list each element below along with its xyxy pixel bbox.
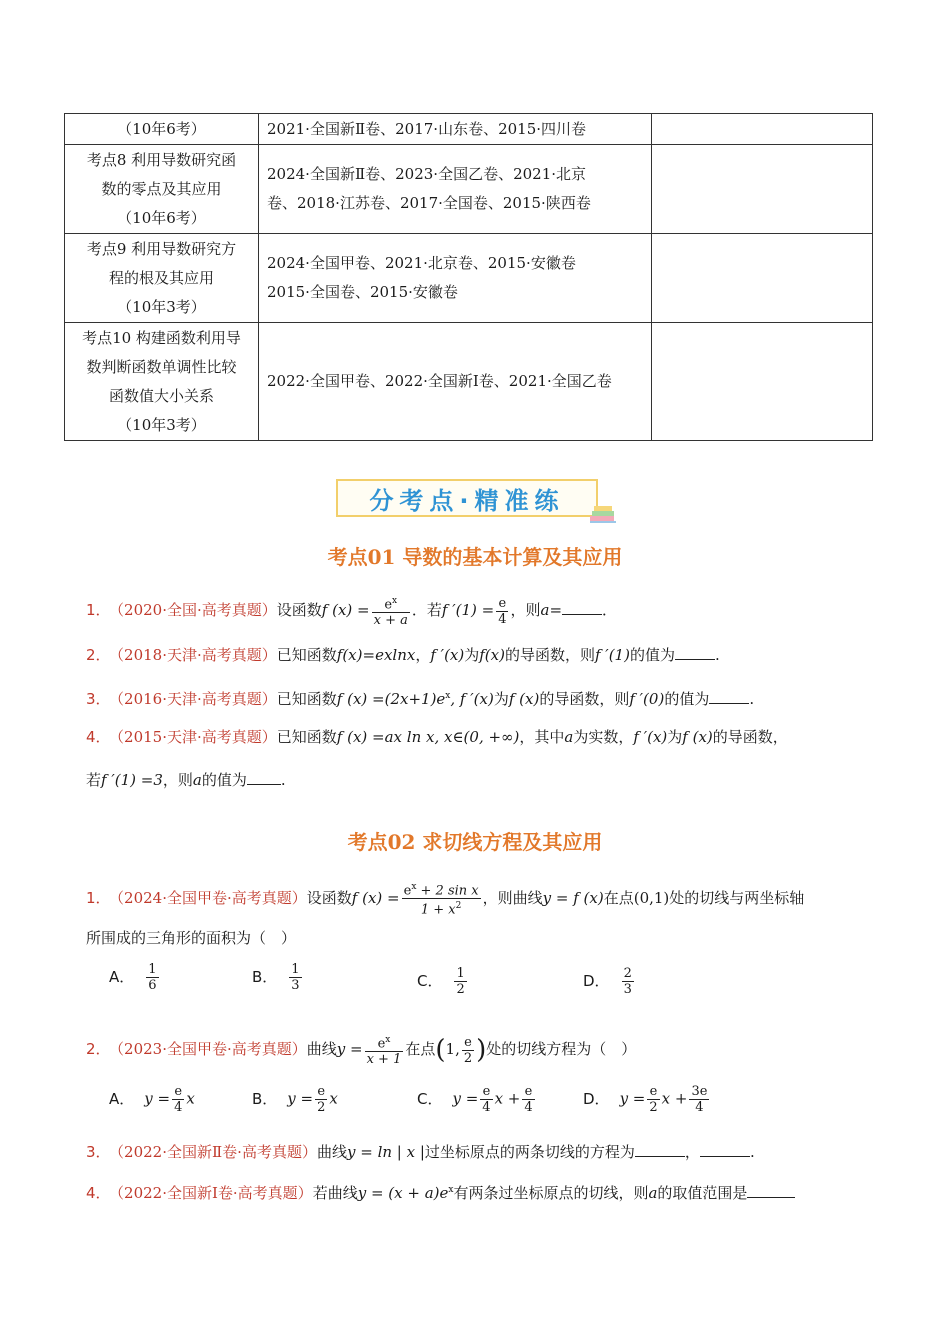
option-c[interactable] <box>417 1084 537 1115</box>
denominator: 2 <box>456 982 465 997</box>
math-expr: , f ′(x) <box>450 690 494 708</box>
question-text: ， <box>684 1143 700 1161</box>
denominator: 4 <box>524 1100 533 1115</box>
empty-cell <box>652 145 873 234</box>
numerator: 1 <box>291 962 300 977</box>
numerator: 1 <box>148 962 157 977</box>
option-label: D． <box>583 1089 610 1108</box>
question-text: 若曲线 <box>312 1184 358 1202</box>
numerator: e <box>647 1084 659 1100</box>
math-expr: f(x) <box>479 646 505 664</box>
denominator: 4 <box>482 1100 491 1115</box>
math-expr: f ′(1) <box>594 646 630 664</box>
question-text: . <box>714 646 720 664</box>
exponent: x <box>392 596 398 606</box>
question-source: （2018·天津·高考真题） <box>116 646 277 664</box>
numerator: 2 <box>623 966 632 981</box>
question-text: 已知函数 <box>276 646 337 664</box>
math-expr: x <box>186 1089 195 1108</box>
fraction <box>622 966 634 997</box>
question-text: 的导函数，则 <box>539 690 630 708</box>
question-text: 曲线 <box>306 1040 337 1059</box>
paren-open: ( <box>435 1035 446 1066</box>
math-expr: f ′(1) = <box>441 601 495 620</box>
math-var: a <box>192 771 202 789</box>
question-2-1-continued: 所围成的三角形的面积为（ ） <box>86 929 297 947</box>
denominator: 1 + x <box>420 902 456 918</box>
option-label: A． <box>109 1089 135 1108</box>
denominator: x + a <box>373 613 408 629</box>
papers-line: 卷、2018·江苏卷、2017·全国卷、2015·陕西卷 <box>267 194 591 212</box>
topic-cell <box>65 234 259 323</box>
numerator-rest: + 2 sin x <box>416 883 479 899</box>
question-text: 为 <box>493 690 509 708</box>
math-expr: y = <box>287 1089 314 1108</box>
option-label: C． <box>417 1089 443 1108</box>
question-text: 的导函数，则 <box>504 646 595 664</box>
question-1-4 <box>86 727 788 747</box>
math-expr: f (x) <box>682 728 713 746</box>
fraction <box>689 1084 709 1115</box>
math-var: a <box>564 728 574 746</box>
paren-close: ) <box>476 1035 487 1066</box>
option-label: A． <box>109 967 135 986</box>
topic-cell <box>65 114 259 145</box>
question-number: 1． <box>86 888 111 907</box>
question-number: 1． <box>86 601 111 620</box>
math-expr: x <box>329 1089 338 1108</box>
option-c[interactable] <box>417 966 469 997</box>
papers-cell <box>259 114 652 145</box>
math-expr: f ′(x) <box>633 728 668 746</box>
numerator: 3e <box>691 1084 708 1099</box>
fraction <box>496 596 508 627</box>
exponent: x <box>445 691 451 701</box>
numerator: e <box>377 1036 386 1052</box>
question-text: . <box>280 771 286 789</box>
fraction <box>454 966 466 997</box>
denominator: 3 <box>623 982 632 997</box>
question-text: ．若 <box>411 601 442 620</box>
question-number: 2． <box>86 646 111 664</box>
option-d[interactable] <box>583 966 636 997</box>
option-label: C． <box>417 971 443 990</box>
denominator: 2 <box>649 1100 658 1115</box>
question-text: 处的切线与两坐标轴 <box>669 888 805 907</box>
question-text: ，则 <box>162 771 193 789</box>
numerator: 1 <box>456 966 465 981</box>
question-2-3 <box>86 1142 755 1162</box>
math-expr: y = <box>452 1089 479 1108</box>
numerator: e <box>462 1035 474 1051</box>
numerator: e <box>384 597 393 613</box>
question-text: 设函数 <box>306 888 352 907</box>
topic-cell <box>65 323 259 441</box>
topic-line: （10年3考） <box>117 415 206 434</box>
numerator: e <box>172 1084 184 1100</box>
section-title: 考点01 导数的基本计算及其应用 <box>327 545 623 569</box>
math-expr: y = <box>336 1040 363 1059</box>
question-source: （2015·天津·高考真题） <box>116 728 277 746</box>
question-text: 设函数 <box>276 601 322 620</box>
math-expr: y = ln | x | <box>346 1143 425 1161</box>
topic-line: 考点10 构建函数利用导 <box>82 328 241 347</box>
topic-line: 考点9 利用导数研究方 <box>86 239 237 258</box>
table-row <box>65 323 873 441</box>
question-1-1 <box>86 594 617 628</box>
question-text: 有两条过坐标原点的切线，则 <box>453 1184 649 1202</box>
denominator: x + 1 <box>366 1052 402 1068</box>
option-b[interactable] <box>252 1084 338 1115</box>
papers-line: 2024·全国新Ⅱ卷、2023·全国乙卷、2021·北京 <box>267 165 587 183</box>
exponent: x <box>411 882 417 892</box>
topic-cell <box>65 145 259 234</box>
math-expr: f(x)=exlnx <box>336 646 416 664</box>
question-text: 已知函数 <box>276 690 337 708</box>
denominator: 4 <box>695 1100 704 1115</box>
topic-line: 数判断函数单调性比较 <box>86 357 237 376</box>
exponent: x <box>448 1185 454 1195</box>
question-source: （2020·全国·高考真题） <box>116 601 277 620</box>
math-expr: f (x) = <box>351 888 400 907</box>
topic-line: （10年6考） <box>117 208 206 227</box>
papers-line: 2015·全国卷、2015·安徽卷 <box>267 283 458 301</box>
question-text: = <box>549 601 563 620</box>
papers-line: 2024·全国甲卷、2021·北京卷、2015·安徽卷 <box>267 254 576 272</box>
papers-line: 2022·全国甲卷、2022·全国新Ⅰ卷、2021·全国乙卷 <box>267 372 612 390</box>
answer-blank[interactable] <box>635 1142 685 1157</box>
question-source: （2016·天津·高考真题） <box>116 690 277 708</box>
question-2-1 <box>86 880 804 918</box>
math-expr: f ′(x) <box>430 646 465 664</box>
math-var: a <box>648 1184 658 1202</box>
topic-line: 函数值大小关系 <box>108 386 214 405</box>
question-text: 的值为 <box>664 690 710 708</box>
question-text: 在点 <box>603 888 634 907</box>
option-label: B． <box>252 967 278 986</box>
question-source: （2022·全国新Ⅰ卷·高考真题） <box>116 1184 313 1202</box>
topic-line: 数的零点及其应用 <box>101 179 222 198</box>
question-text: 的值为 <box>201 771 247 789</box>
math-expr: f (x) =(2x+1)e <box>336 690 446 708</box>
fraction <box>462 1035 474 1066</box>
empty-cell <box>652 323 873 441</box>
question-number: 4． <box>86 728 111 746</box>
fraction <box>480 1084 492 1115</box>
option-label: B． <box>252 1089 278 1108</box>
denominator: 2 <box>317 1100 326 1115</box>
math-var: a <box>540 601 550 620</box>
books-icon <box>588 502 618 524</box>
exam-topics-table <box>64 113 873 441</box>
question-text: 过坐标原点的两条切线的方程为 <box>424 1143 635 1161</box>
math-expr: y = <box>619 1089 646 1108</box>
question-text: 为实数， <box>573 728 634 746</box>
empty-cell <box>652 114 873 145</box>
option-b[interactable] <box>252 962 304 993</box>
section-title: 考点02 求切线方程及其应用 <box>347 830 603 854</box>
question-1-2 <box>86 645 720 665</box>
question-2-4 <box>86 1180 795 1203</box>
math-expr: f (x) = <box>321 601 370 620</box>
denominator: 4 <box>174 1100 183 1115</box>
question-source: （2024·全国甲卷·高考真题） <box>116 888 307 907</box>
question-text: 曲线 <box>316 1143 347 1161</box>
papers-cell <box>259 234 652 323</box>
question-number: 4． <box>86 1184 111 1202</box>
math-expr: x + <box>494 1089 521 1108</box>
fraction <box>172 1084 184 1115</box>
math-expr: (0,1) <box>633 888 670 907</box>
option-a[interactable] <box>109 1084 195 1115</box>
topic-line: 考点8 利用导数研究函 <box>86 150 237 169</box>
papers-line: 2021·全国新Ⅱ卷、2017·山东卷、2015·四川卷 <box>267 119 587 138</box>
answer-blank[interactable] <box>700 1142 750 1157</box>
question-text: 为 <box>667 728 683 746</box>
question-text: 处的切线方程为（ ） <box>486 1040 637 1059</box>
question-text: 在点 <box>405 1040 436 1059</box>
question-number: 3． <box>86 690 111 708</box>
denominator: 6 <box>148 978 157 993</box>
numerator: e <box>315 1084 327 1100</box>
table-row <box>65 114 873 145</box>
question-text: ，则曲线 <box>482 888 543 907</box>
topic-line: （10年6考） <box>117 119 206 138</box>
question-number: 2． <box>86 1040 111 1059</box>
numerator: e <box>496 596 508 612</box>
question-text: . <box>749 1143 755 1161</box>
math-expr: x + <box>661 1089 688 1108</box>
question-1-4-continued <box>86 769 286 790</box>
answer-blank[interactable] <box>247 770 281 785</box>
math-expr: f (x) <box>508 690 540 708</box>
option-label: D． <box>583 971 610 990</box>
fraction <box>146 962 158 993</box>
topic-line: （10年3考） <box>117 297 206 316</box>
question-text: . <box>749 690 755 708</box>
fraction <box>522 1084 534 1115</box>
question-source: （2023·全国甲卷·高考真题） <box>116 1040 307 1059</box>
math-expr: f (x) =ax ln x, x∈(0, +∞) <box>336 728 520 746</box>
question-text: ． <box>602 601 618 620</box>
fraction <box>647 1084 659 1115</box>
exponent: 2 <box>455 901 462 912</box>
fraction <box>315 1084 327 1115</box>
question-number: 3． <box>86 1143 111 1161</box>
fraction <box>372 594 410 628</box>
option-a[interactable] <box>109 962 161 993</box>
question-text: 已知函数 <box>276 728 337 746</box>
denominator: 2 <box>463 1050 473 1066</box>
question-text: 的取值范围是 <box>657 1184 748 1202</box>
numerator: e <box>480 1084 492 1100</box>
topic-line: 程的根及其应用 <box>108 268 214 287</box>
question-text: 若 <box>86 771 102 789</box>
question-text: ， <box>415 646 431 664</box>
answer-blank[interactable] <box>562 600 602 615</box>
math-expr: y = <box>144 1089 171 1108</box>
papers-cell <box>259 323 652 441</box>
answer-blank[interactable] <box>675 645 715 660</box>
fraction <box>289 962 301 993</box>
point-coord: 1, <box>445 1040 460 1059</box>
question-source: （2022·全国新Ⅱ卷·高考真题） <box>116 1143 317 1161</box>
fraction <box>402 880 481 918</box>
answer-blank[interactable] <box>747 1183 795 1198</box>
math-expr: f ′(0) <box>629 690 665 708</box>
numerator: e <box>522 1084 534 1100</box>
denominator: 4 <box>498 611 507 627</box>
answer-blank[interactable] <box>709 689 749 704</box>
math-expr: f ′(1) =3 <box>101 771 163 789</box>
question-2-2 <box>86 1033 636 1067</box>
question-text: ，其中 <box>519 728 565 746</box>
math-expr: y = f (x) <box>542 888 604 907</box>
exponent: x <box>385 1035 391 1045</box>
math-expr: y = (x + a)e <box>357 1184 449 1202</box>
table-row <box>65 234 873 323</box>
question-text: ，则 <box>510 601 541 620</box>
empty-cell <box>652 234 873 323</box>
denominator: 3 <box>291 978 300 993</box>
question-text: 的导函数， <box>712 728 788 746</box>
question-1-3 <box>86 686 754 709</box>
section-banner: 分考点·精准练 <box>336 479 598 517</box>
numerator: e <box>403 883 412 899</box>
option-d[interactable] <box>583 1084 711 1115</box>
fraction <box>365 1033 404 1067</box>
question-text: 为 <box>464 646 480 664</box>
question-text: 的值为 <box>629 646 675 664</box>
table-row <box>65 145 873 234</box>
papers-cell <box>259 145 652 234</box>
